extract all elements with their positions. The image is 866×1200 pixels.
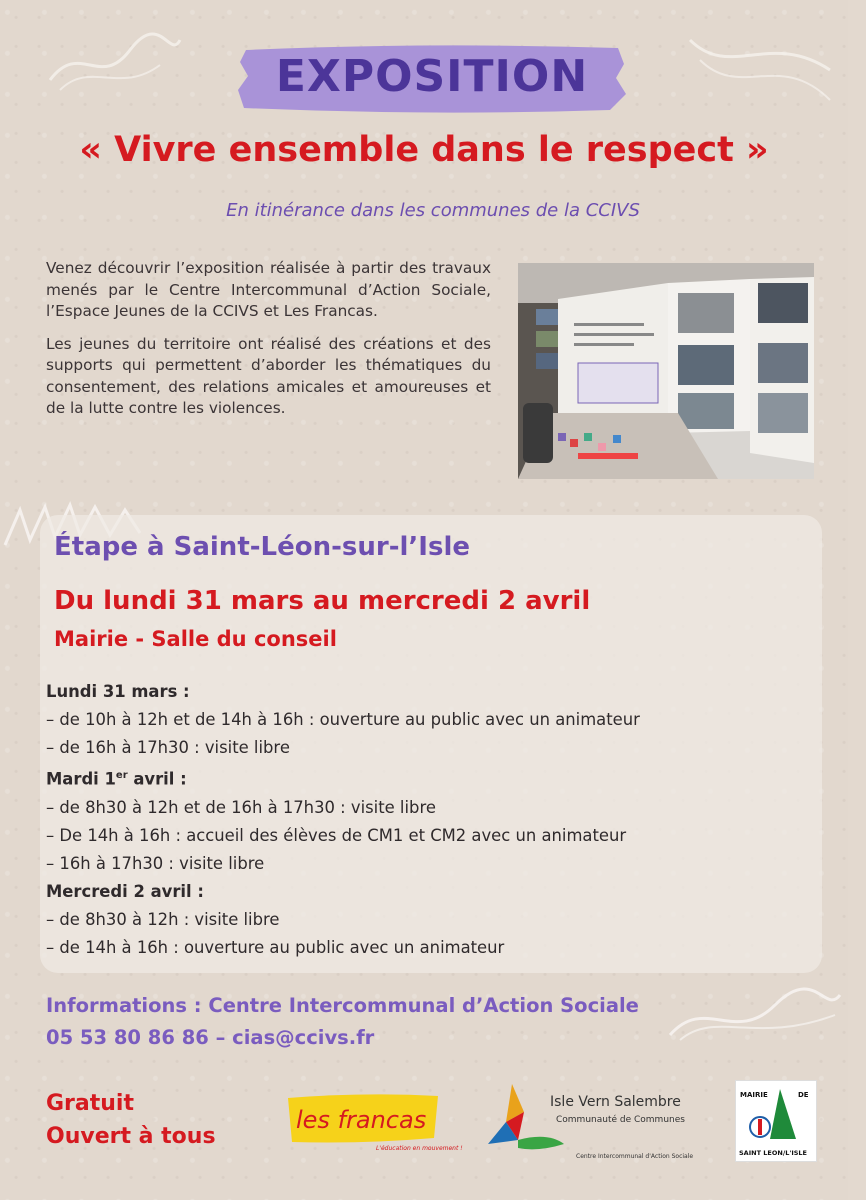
day-label-text: Mardi 1 [46, 769, 116, 789]
event-dates: Du lundi 31 mars au mercredi 2 avril [54, 586, 591, 616]
schedule-line: – de 16h à 17h30 : visite libre [46, 738, 290, 758]
scribble-decoration-right [665, 985, 845, 1045]
schedule-line: – de 8h30 à 12h : visite libre [46, 910, 280, 930]
schedule [46, 678, 806, 962]
ordinal-suffix: er [115, 770, 128, 782]
schedule-line: – de 8h30 à 12h et de 16h à 17h30 : visite libre [46, 797, 436, 817]
exposition-banner-text: EXPOSITION [275, 50, 589, 102]
ivs-subtitle: Communauté de Communes [556, 1115, 685, 1125]
contact-phone-email[interactable]: 05 53 80 86 86 – cias@ccivs.fr [46, 1026, 375, 1049]
stage-heading: Étape à Saint-Léon-sur-l’Isle [54, 532, 470, 562]
mairie-saint-leon-logo [735, 1080, 817, 1162]
day-label-text: avril : [127, 769, 187, 789]
day-label: Mercredi 2 avril : [46, 882, 204, 902]
ivs-name: Isle Vern Salembre [550, 1094, 681, 1110]
les-francas-logo [284, 1092, 463, 1154]
mairie-bottom: SAINT LEON/L'ISLE [739, 1149, 808, 1157]
exhibition-photo [518, 263, 814, 479]
schedule-line: – 16h à 17h30 : visite libre [46, 854, 265, 874]
intro-text [46, 258, 491, 431]
scribble-decoration-top-left [40, 20, 190, 100]
page-title: « Vivre ensemble dans le respect » [79, 130, 769, 170]
schedule-line: – de 10h à 12h et de 14h à 16h : ouverture au public avec un animateur [46, 710, 640, 730]
mairie-de: DE [798, 1091, 809, 1099]
scribble-decoration-top-right [680, 20, 840, 120]
contact-info [46, 990, 639, 1054]
schedule-line: – De 14h à 16h : accueil des élèves de CM1 et CM2 avec un animateur [46, 825, 627, 845]
mairie-top: MAIRIE [740, 1091, 768, 1099]
day-label: Lundi 31 mars : [46, 682, 190, 701]
schedule-line: – de 14h à 16h : ouverture au public avec un animateur [46, 938, 505, 958]
francas-name: les francas [296, 1106, 427, 1134]
open-label: Ouvert à tous [46, 1124, 216, 1149]
contact-organization: Informations : Centre Intercommunal d’Action Sociale [46, 994, 639, 1017]
free-label: Gratuit [46, 1091, 134, 1116]
francas-tagline: L'éducation en mouvement ! [376, 1145, 463, 1152]
isle-vern-salembre-logo [488, 1082, 718, 1162]
admission-info [46, 1087, 216, 1153]
intro-paragraph: Venez découvrir l’exposition réalisée à partir des travaux menés par le Centre Intercommunal d’Action Sociale, l’Espace Jeunes de la CCIVS et Les Francas. [46, 259, 491, 320]
ivs-cias: Centre Intercommunal d'Action Sociale [576, 1153, 694, 1160]
page-subtitle: En itinérance dans les communes de la CCIVS [226, 200, 640, 221]
event-place: Mairie - Salle du conseil [54, 627, 337, 651]
day-label [46, 762, 806, 794]
intro-paragraph: Les jeunes du territoire ont réalisé des créations et des supports qui permettent d’aborder les thématiques du consentement, des relations amicales et amoureuses et de la lutte contre les violences. [46, 334, 491, 417]
